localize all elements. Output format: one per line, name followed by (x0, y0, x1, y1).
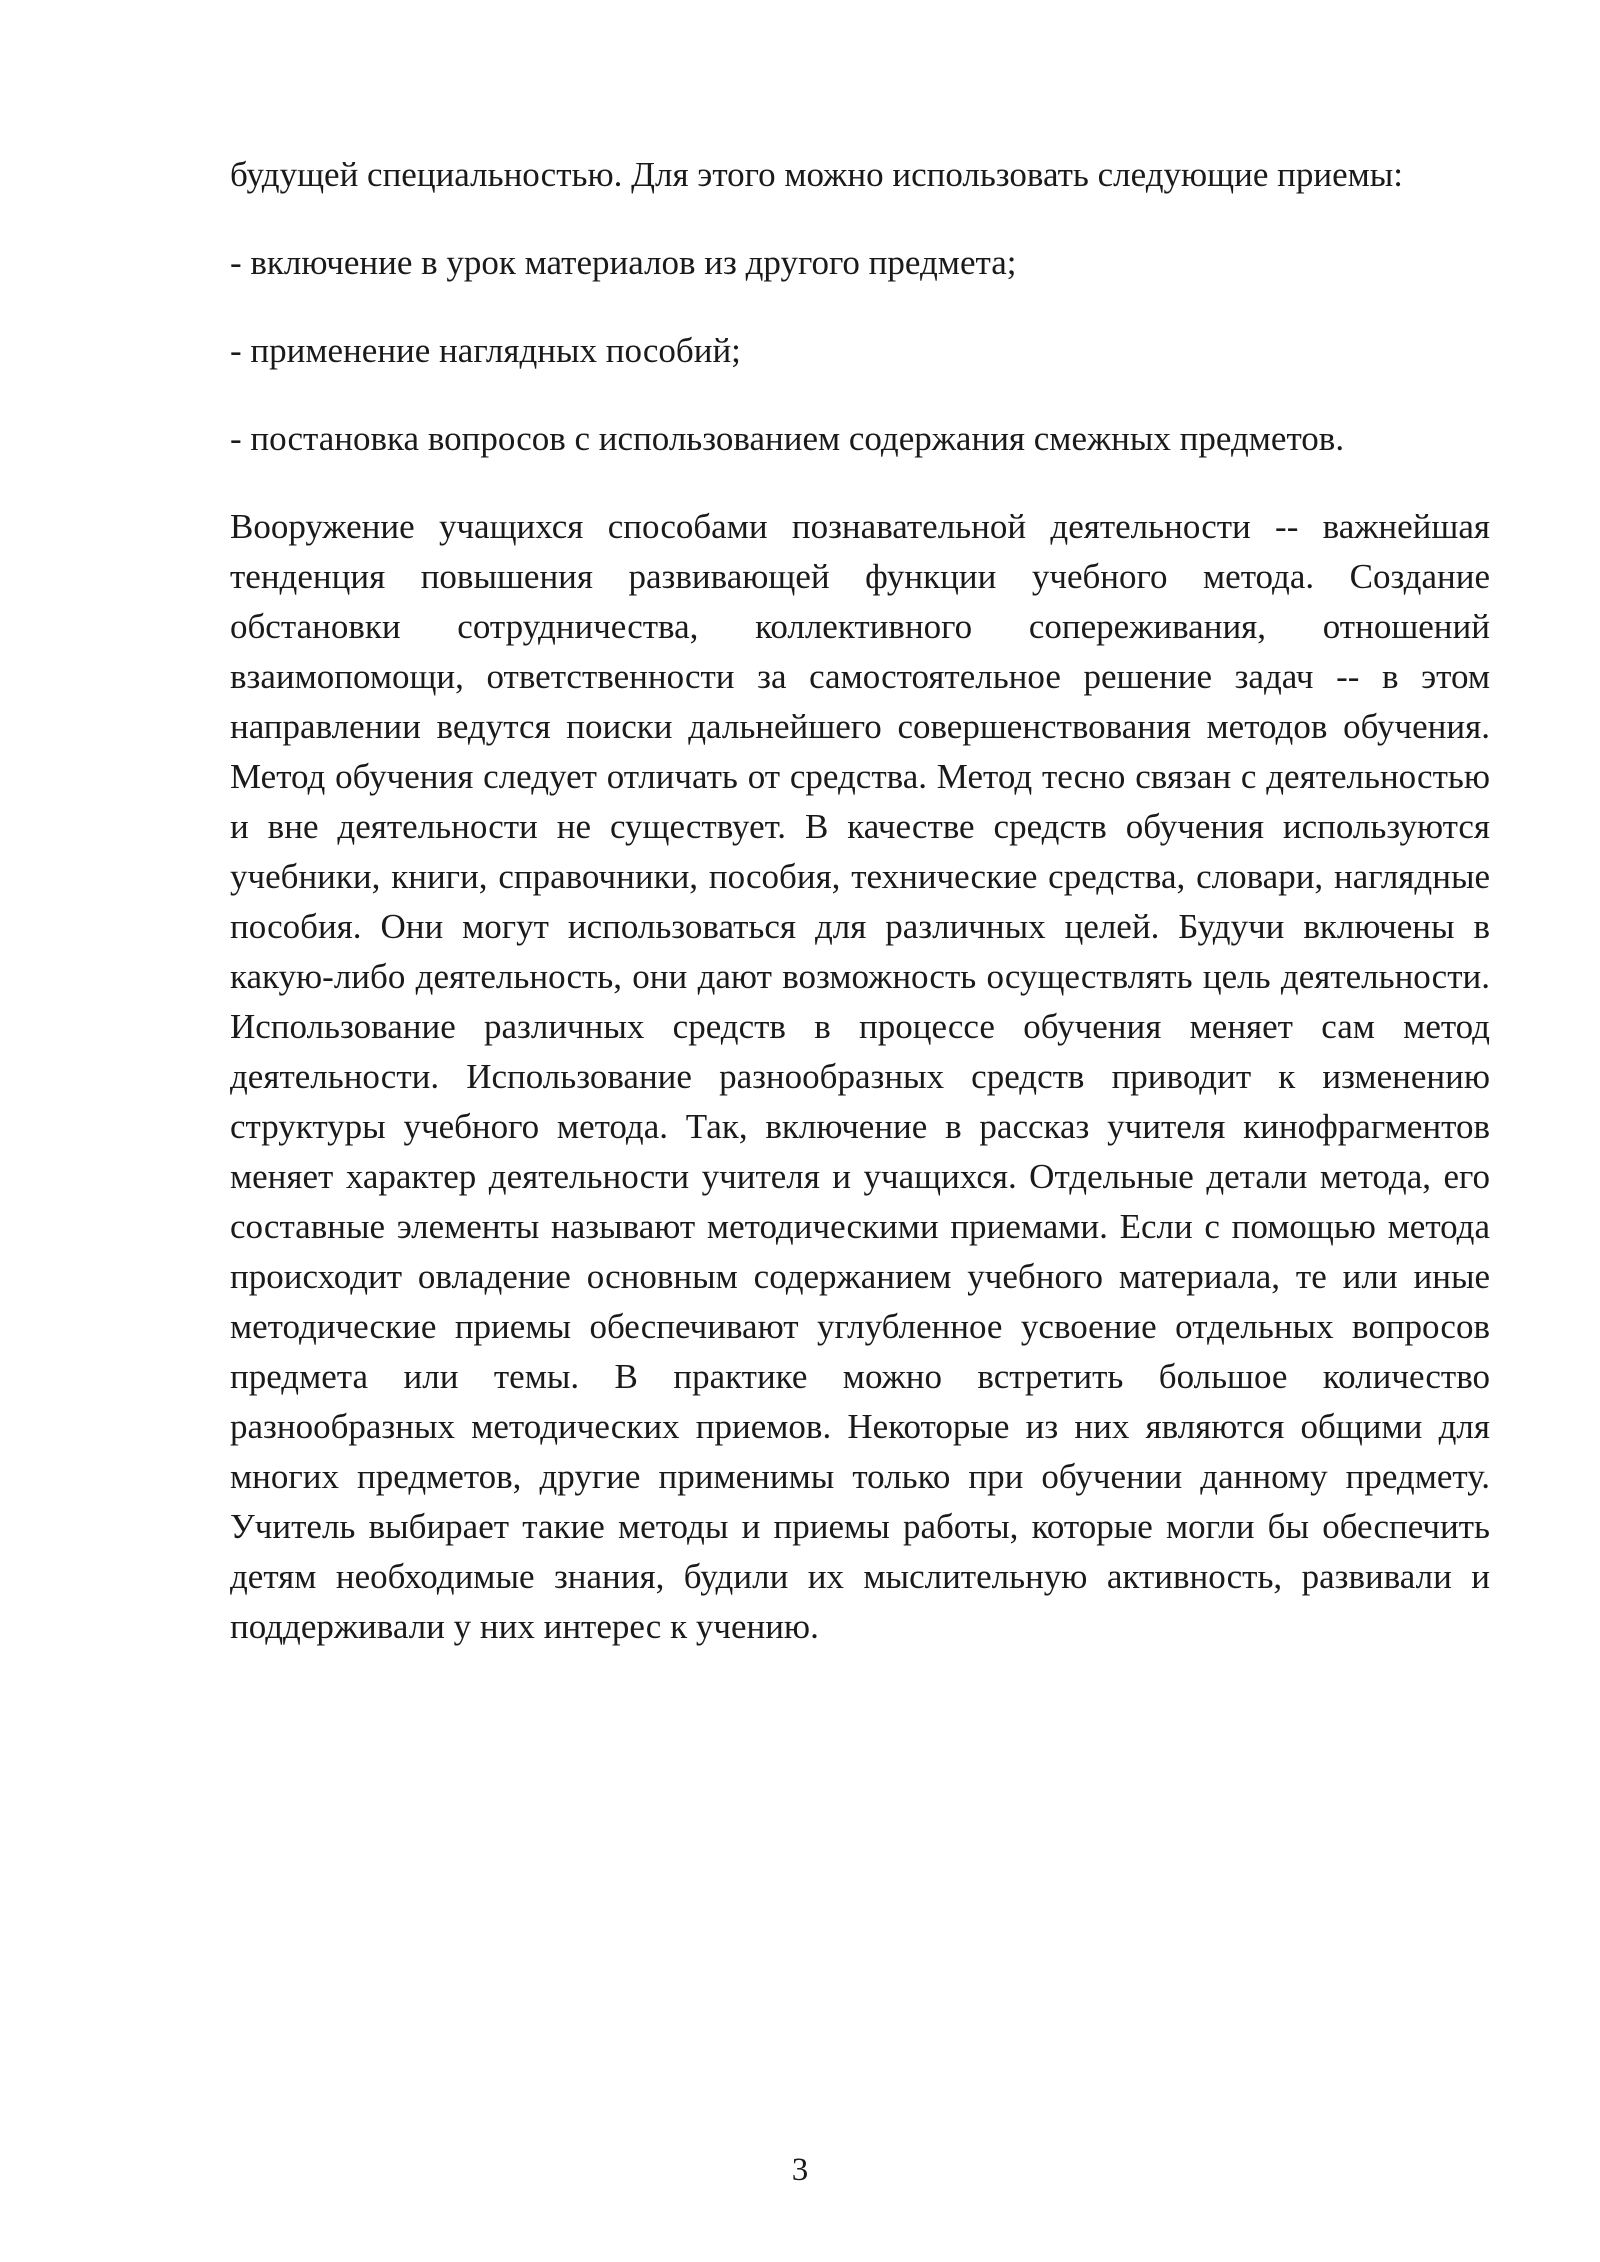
list-item: - применение наглядных пособий; (230, 331, 741, 370)
main-paragraph: Вооружение учащихся способами познавательной деятельности -- важнейшая тенденция повышения развивающей функции учебного метода. Создание обстановки сотрудничества, коллективного сопереживания, отношений взаимопомощи, ответственности за самостоятельное решение задач -- в этом направлении ведутся поиски дальнейшего совершенствования методов обучения. Метод обучения следует отличать от средства. Метод тесно связан с деятельностью и вне деятельности не существует. В качестве средств обучения используются учебники, книги, справочники, пособия, технические средства, словари, наглядные пособия. Они могут использоваться для различных целей. Будучи включены в какую-либо деятельность, они дают возможность осуществлять цель деятельности. Использование различных средств в процессе обучения меняет сам метод деятельности. Использование разнообразных средств приводит к изменению структуры учебного метода. Так, включение в рассказ учителя кинофрагментов меняет характер деятельности учителя и учащихся. Отдельные детали метода, его составные элементы называют методическими приемами. Если с помощью метода происходит овладение основным содержанием учебного материала, те или иные методические приемы обеспечивают углубленное усвоение отдельных вопросов предмета или темы. В практике можно встретить большое количество разнообразных методических приемов. Некоторые из них являются общими для многих предметов, другие применимы только при обучении данному предмету. Учитель выбирает такие методы и приемы работы, которые могли бы обеспечить детям необходимые знания, будили их мыслительную активность, развивали и поддерживали у них интерес к учению. (230, 507, 1490, 1646)
page-content (230, 150, 1490, 1652)
page-number: 3 (791, 2152, 809, 2188)
list-item: - постановка вопросов с использованием содержания смежных предметов. (230, 419, 1345, 458)
intro-paragraph: будущей специальностью. Для этого можно использовать следующие приемы: (230, 155, 1403, 194)
list-item: - включение в урок материалов из другого предмета; (230, 243, 1017, 282)
